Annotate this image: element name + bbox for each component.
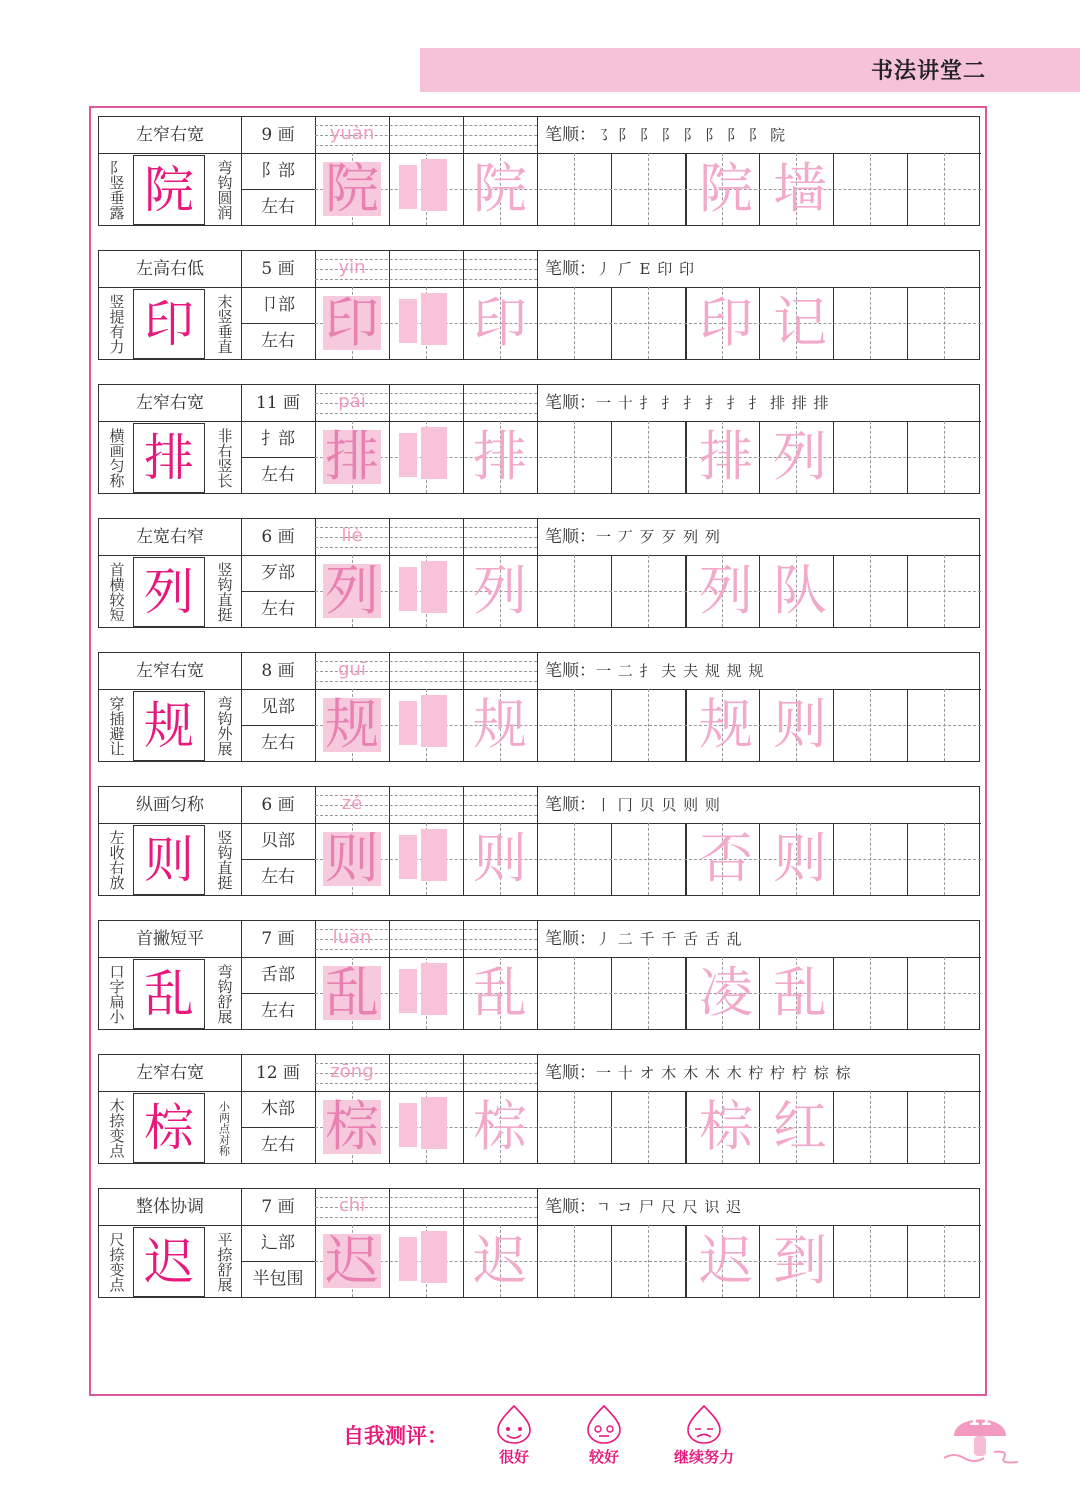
- stroke-order-sequence: 一 丆 歹 歹 列 列: [596, 528, 721, 546]
- right-component-shape: [421, 561, 447, 613]
- writing-tip-left: 穿插避让: [107, 696, 126, 756]
- character-block: [98, 920, 980, 1030]
- component-breakdown: [389, 153, 463, 225]
- stroke-order: [545, 1055, 851, 1091]
- stroke-order: [545, 117, 786, 153]
- stroke-count: 7 画: [261, 929, 295, 949]
- writing-tip-right: 弯钩圆润: [215, 160, 234, 220]
- main-character-box: [133, 289, 205, 359]
- page-number-badge: [940, 1402, 1030, 1472]
- main-character-box: [133, 691, 205, 761]
- structure-label: 首撇短平: [136, 929, 204, 949]
- trace-character[interactable]: 列: [473, 559, 527, 622]
- trace-character[interactable]: 乱: [473, 961, 527, 1024]
- word-character-2[interactable]: 乱: [773, 961, 827, 1024]
- word-character-1[interactable]: 列: [699, 559, 753, 622]
- structure-label: 左窄右宽: [136, 1063, 204, 1083]
- component-breakdown: [389, 1225, 463, 1297]
- layout-type: 左右: [261, 599, 295, 619]
- main-character: 列: [144, 563, 194, 621]
- pinyin: guī: [338, 659, 366, 680]
- right-component-shape: [421, 293, 447, 345]
- radical: 扌部: [261, 429, 295, 449]
- structure-label: 左窄右宽: [136, 393, 204, 413]
- page-number: 11: [968, 1410, 992, 1430]
- component-breakdown: [389, 555, 463, 627]
- trace-character-highlighted[interactable]: 排: [325, 425, 379, 488]
- character-block: [98, 384, 980, 494]
- word-character-1[interactable]: 棕: [699, 1095, 753, 1158]
- left-component-shape: [399, 433, 417, 477]
- stroke-count: 6 画: [261, 795, 295, 815]
- component-breakdown: [389, 287, 463, 359]
- main-character: 排: [144, 429, 194, 487]
- character-block: [98, 250, 980, 360]
- main-character-box: [133, 557, 205, 627]
- rating-keep-trying[interactable]: 继续努力: [673, 1448, 734, 1466]
- stroke-count: 5 画: [261, 259, 295, 279]
- main-character-box: [133, 1227, 205, 1297]
- trace-character-highlighted[interactable]: 乱: [325, 961, 379, 1024]
- character-block: [98, 518, 980, 628]
- stroke-order-label: 笔顺：: [545, 661, 596, 681]
- layout-type: 左右: [261, 331, 295, 351]
- right-component-shape: [421, 159, 447, 211]
- left-component-shape: [399, 567, 417, 611]
- writing-tip-left: 口字扁小: [107, 964, 126, 1024]
- stroke-count: 8 画: [261, 661, 295, 681]
- layout-type: 左右: [261, 867, 295, 887]
- trace-character[interactable]: 棕: [473, 1095, 527, 1158]
- stroke-order-sequence: 一 十 オ 木 木 木 木 柠 柠 柠 棕 棕: [596, 1064, 852, 1082]
- main-character-box: [133, 1093, 205, 1163]
- structure-label: 左窄右宽: [136, 661, 204, 681]
- pinyin: pái: [338, 391, 366, 412]
- stroke-order: [545, 251, 695, 287]
- radical: 歹部: [261, 563, 295, 583]
- layout-type: 左右: [261, 1135, 295, 1155]
- trace-character[interactable]: 排: [473, 425, 527, 488]
- self-evaluation-label: 自我测评：: [343, 1424, 448, 1448]
- right-component-shape: [421, 1231, 447, 1283]
- layout-type: 左右: [261, 1001, 295, 1021]
- stroke-order-sequence: 丿 𠂆 E 印 印: [596, 260, 696, 278]
- main-character: 规: [144, 697, 194, 755]
- component-breakdown: [389, 421, 463, 493]
- right-component-shape: [421, 427, 447, 479]
- word-character-2[interactable]: 到: [773, 1229, 827, 1292]
- radical: 贝部: [261, 831, 295, 851]
- pinyin: zōng: [330, 1061, 374, 1082]
- stroke-order: [545, 519, 721, 555]
- layout-type: 半包围: [252, 1269, 304, 1289]
- main-character: 棕: [144, 1099, 194, 1157]
- left-component-shape: [399, 1237, 417, 1281]
- stroke-order: [545, 385, 830, 421]
- left-component-shape: [399, 1103, 417, 1147]
- trace-character-highlighted[interactable]: 棕: [325, 1095, 379, 1158]
- left-component-shape: [399, 299, 417, 343]
- pinyin: chí: [338, 1195, 366, 1216]
- stroke-order-sequence: 一 二 扌 夫 夫 规 规 规: [596, 662, 765, 680]
- pinyin: liè: [341, 525, 363, 546]
- face-very-good-icon[interactable]: [492, 1404, 536, 1444]
- trace-character-highlighted[interactable]: 印: [325, 291, 379, 354]
- writing-tip-left: 横画匀称: [107, 428, 126, 488]
- trace-character-highlighted[interactable]: 规: [325, 693, 379, 756]
- left-component-shape: [399, 701, 417, 745]
- right-component-shape: [421, 1097, 447, 1149]
- trace-character-highlighted[interactable]: 列: [325, 559, 379, 622]
- word-character-2[interactable]: 队: [773, 559, 827, 622]
- structure-label: 左窄右宽: [136, 125, 204, 145]
- page-title: 书法讲堂二: [870, 59, 986, 84]
- word-character-1[interactable]: 院: [699, 157, 753, 220]
- main-character-box: [133, 423, 205, 493]
- writing-tip-right: 弯钩外展: [215, 696, 234, 756]
- layout-type: 左右: [261, 197, 295, 217]
- face-keep-trying-icon[interactable]: [682, 1404, 726, 1444]
- structure-label: 左宽右窄: [136, 527, 204, 547]
- stroke-order-sequence: 一 十 扌 扌 扌 扌 扌 扌 排 排 排: [596, 394, 830, 412]
- word-character-1[interactable]: 否: [699, 827, 753, 890]
- main-character: 乱: [144, 965, 194, 1023]
- layout-type: 左右: [261, 733, 295, 753]
- writing-tip-right: 末竖垂直: [215, 294, 234, 354]
- face-good-icon[interactable]: [582, 1404, 626, 1444]
- writing-tip-left: 木捺变点: [107, 1098, 126, 1158]
- main-character-box: [133, 155, 205, 225]
- radical: 卩部: [261, 295, 295, 315]
- trace-character[interactable]: 规: [473, 693, 527, 756]
- stroke-count: 11 画: [255, 393, 301, 413]
- pinyin: zé: [341, 793, 363, 814]
- pinyin: yìn: [338, 257, 366, 278]
- main-character-box: [133, 959, 205, 1029]
- character-block: [98, 1188, 980, 1298]
- component-breakdown: [389, 1091, 463, 1163]
- word-character-2[interactable]: 列: [773, 425, 827, 488]
- stroke-order-sequence: ㄱ コ 尸 尺 尺 识 迟: [596, 1198, 743, 1216]
- right-component-shape: [421, 963, 447, 1015]
- word-character-2[interactable]: 红: [773, 1095, 827, 1158]
- stroke-order-label: 笔顺：: [545, 1063, 596, 1083]
- rating-very-good[interactable]: 很好: [498, 1448, 529, 1466]
- stroke-order-sequence: 丿 二 千 千 舌 舌 乱: [596, 930, 743, 948]
- character-block: [98, 1054, 980, 1164]
- writing-tip-left: 尺捺变点: [107, 1232, 126, 1292]
- stroke-order-sequence: 丨 冂 贝 贝 则 则: [596, 796, 721, 814]
- writing-tip-right: 非右竖长: [215, 428, 234, 488]
- stroke-count: 12 画: [255, 1063, 301, 1083]
- trace-character[interactable]: 则: [473, 827, 527, 890]
- right-component-shape: [421, 695, 447, 747]
- header-band: [420, 48, 1080, 92]
- writing-tip-right: 竖钩直挺: [215, 562, 234, 622]
- word-character-1[interactable]: 迟: [699, 1229, 753, 1292]
- writing-tip-right: 小两点对称: [217, 1100, 231, 1156]
- structure-label: 整体协调: [136, 1197, 204, 1217]
- stroke-order-label: 笔顺：: [545, 929, 596, 949]
- stroke-count: 9 画: [261, 125, 295, 145]
- word-character-2[interactable]: 墙: [773, 157, 827, 220]
- word-character-2[interactable]: 记: [773, 291, 827, 354]
- stroke-order-label: 笔顺：: [545, 393, 596, 413]
- trace-character-highlighted[interactable]: 则: [325, 827, 379, 890]
- trace-character[interactable]: 印: [473, 291, 527, 354]
- writing-tip-right: 弯钩舒展: [215, 964, 234, 1024]
- trace-character-highlighted[interactable]: 迟: [325, 1229, 379, 1292]
- trace-character-highlighted[interactable]: 院: [325, 157, 379, 220]
- right-component-shape: [421, 829, 447, 881]
- stroke-order-label: 笔顺：: [545, 795, 596, 815]
- writing-tip-left: 阝竖垂露: [107, 160, 126, 220]
- left-component-shape: [399, 835, 417, 879]
- radical: 见部: [261, 697, 295, 717]
- radical: 辶部: [261, 1233, 295, 1253]
- stroke-count: 7 画: [261, 1197, 295, 1217]
- character-block: [98, 116, 980, 226]
- trace-character[interactable]: 院: [473, 157, 527, 220]
- component-breakdown: [389, 689, 463, 761]
- component-breakdown: [389, 823, 463, 895]
- word-character-1[interactable]: 印: [699, 291, 753, 354]
- main-character: 则: [144, 831, 194, 889]
- pinyin: luàn: [332, 927, 372, 948]
- writing-tip-right: 竖钩直挺: [215, 830, 234, 890]
- structure-label: 纵画匀称: [136, 795, 204, 815]
- word-character-1[interactable]: 排: [699, 425, 753, 488]
- word-character-2[interactable]: 则: [773, 693, 827, 756]
- stroke-order: [545, 1189, 742, 1225]
- left-component-shape: [399, 969, 417, 1013]
- writing-tip-left: 首横较短: [107, 562, 126, 622]
- stroke-order: [545, 787, 721, 823]
- stroke-order: [545, 653, 764, 689]
- word-character-1[interactable]: 凌: [699, 961, 753, 1024]
- main-character: 迟: [144, 1233, 194, 1291]
- structure-label: 左高右低: [136, 259, 204, 279]
- trace-character[interactable]: 迟: [473, 1229, 527, 1292]
- radical: 舌部: [261, 965, 295, 985]
- writing-tip-left: 竖提有力: [107, 294, 126, 354]
- rating-good[interactable]: 较好: [588, 1448, 619, 1466]
- stroke-count: 6 画: [261, 527, 295, 547]
- writing-tip-right: 平捺舒展: [215, 1232, 234, 1292]
- left-component-shape: [399, 165, 417, 209]
- pinyin: yuàn: [329, 123, 375, 144]
- main-character-box: [133, 825, 205, 895]
- radical: 木部: [261, 1099, 295, 1119]
- stroke-order-label: 笔顺：: [545, 125, 596, 145]
- stroke-order-label: 笔顺：: [545, 259, 596, 279]
- main-character: 院: [144, 161, 194, 219]
- main-character: 印: [144, 295, 194, 353]
- writing-tip-left: 左收右放: [107, 830, 126, 890]
- stroke-order-sequence: ㇌ 阝 阝 阝 阝 阝 阝 阝 院: [596, 126, 787, 144]
- word-character-1[interactable]: 规: [699, 693, 753, 756]
- character-block: [98, 786, 980, 896]
- component-breakdown: [389, 957, 463, 1029]
- layout-type: 左右: [261, 465, 295, 485]
- stroke-order-label: 笔顺：: [545, 527, 596, 547]
- radical: 阝部: [261, 161, 295, 181]
- character-block: [98, 652, 980, 762]
- word-character-2[interactable]: 则: [773, 827, 827, 890]
- stroke-order: [545, 921, 743, 957]
- stroke-order-label: 笔顺：: [545, 1197, 596, 1217]
